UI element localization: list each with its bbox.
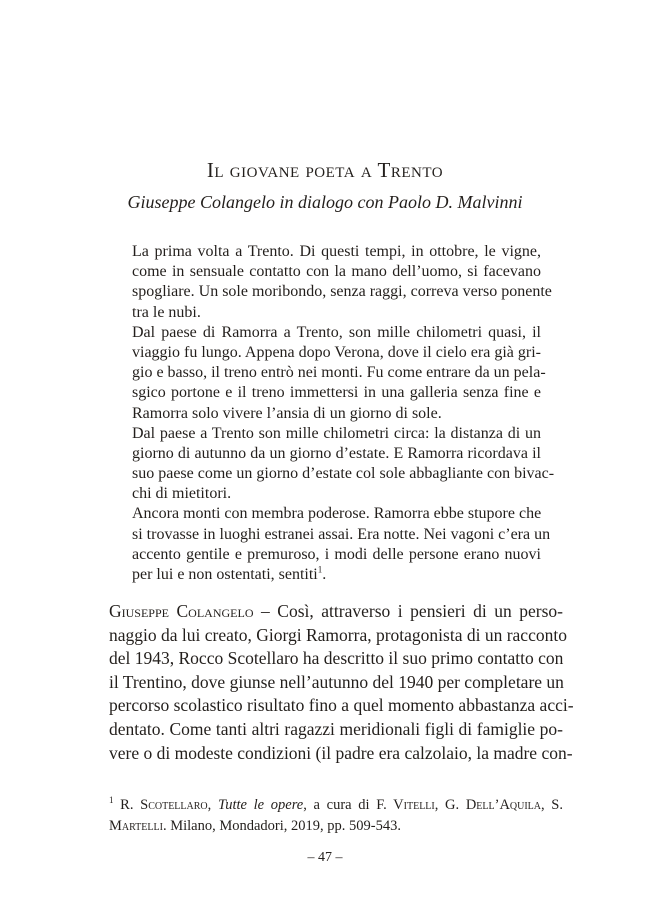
chapter-subtitle: Giuseppe Colangelo in dialogo con Paolo D. Malvinni: [127, 192, 523, 212]
footnote-separator: ,: [207, 797, 218, 813]
footnote-book-title: Tutte le opere: [217, 797, 304, 813]
quote-line: accento gentile e premuroso, i modi delle persone erano nuovi: [132, 545, 541, 563]
quote-line: spogliare. Un sole moribondo, senza raggi, correva verso ponente: [132, 283, 552, 301]
footnote-editor: F. Vitelli: [376, 797, 435, 813]
footnote-separator: , S.: [541, 797, 564, 813]
quote-line: sgico portone e il treno immettersi in una galleria senza fine e: [132, 384, 541, 402]
footnote-editor: G. Dell’Aquila: [445, 797, 542, 813]
footnote-line: [109, 816, 563, 837]
footnote: [109, 795, 563, 836]
page-number: – 47 –: [307, 850, 343, 865]
quote-last-text: per lui e non ostentati, sentiti: [132, 566, 318, 583]
footnote-editor: Martelli: [109, 817, 163, 834]
quote-line: giorno di autunno da un giorno d’estate. E Ramorra ricordava il: [132, 444, 541, 462]
quote-line: Ancora monti con membra poderose. Ramorra ebbe stupore che: [132, 505, 542, 523]
speaker-name: Giuseppe Colangelo: [109, 601, 254, 621]
quote-line-last: [132, 565, 541, 585]
footnote-text: , a cura di: [303, 797, 377, 813]
footnote-publication: . Milano, Mondadori, 2019, pp. 509-543.: [162, 817, 401, 834]
body-line: naggio da lui creato, Giorgi Ramorra, protagonista di un racconto: [109, 624, 567, 645]
quote-line: si trovasse in luoghi estranei assai. Era notte. Nei vagoni c’era un: [132, 525, 551, 543]
quote-line: viaggio fu lungo. Appena dopo Verona, dove il cielo era già gri-: [132, 343, 541, 361]
quote-line: Dal paese di Ramorra a Trento, son mille chilometri quasi, il: [132, 323, 541, 341]
footnote-reference[interactable]: 1: [317, 564, 323, 575]
chapter-title: Il giovane poeta a Trento: [206, 158, 444, 182]
footnote-separator: ,: [434, 797, 446, 813]
quote-line: suo paese come un giorno d’estate col sole abbagliante con bivac-: [132, 465, 555, 483]
footnote-number: 1: [109, 795, 114, 806]
quote-line: tra le nubi.: [132, 303, 201, 321]
quote-line: come in sensuale contatto con la mano dell’uomo, si facevano: [132, 263, 541, 281]
quote-last-punct: .: [322, 566, 327, 583]
footnote-author: R. Scotellaro: [120, 797, 208, 813]
quote-line: Ramorra solo vivere l’ansia di un giorno di sole.: [132, 404, 442, 422]
quote-line: gio e basso, il treno entrò nei monti. Fu come entrare da un pela-: [132, 364, 546, 382]
footnote-line: [109, 795, 563, 816]
body-text: [109, 600, 574, 765]
body-line: il Trentino, dove giunse nell’autunno del 1940 per completare un: [109, 671, 564, 692]
quote-line: chi di mietitori.: [132, 485, 232, 503]
epigraph-quote: [132, 242, 555, 585]
quote-line: Dal paese a Trento son mille chilometri circa: la distanza di un: [132, 424, 541, 442]
quote-line: La prima volta a Trento. Di questi tempi, in ottobre, le vigne,: [132, 243, 541, 260]
body-first-rest: – Così, attraverso i pensieri di un perso-: [253, 601, 563, 621]
body-line: dentato. Come tanti altri ragazzi meridionali figli di famiglie po-: [109, 718, 563, 739]
body-line: [109, 600, 563, 624]
body-line: vere o di modeste condizioni (il padre era calzolaio, la madre con-: [109, 742, 573, 763]
body-line: del 1943, Rocco Scotellaro ha descritto il suo primo contatto con: [109, 648, 564, 669]
body-line: percorso scolastico risultato fino a quel momento abbastanza acci-: [109, 695, 574, 716]
